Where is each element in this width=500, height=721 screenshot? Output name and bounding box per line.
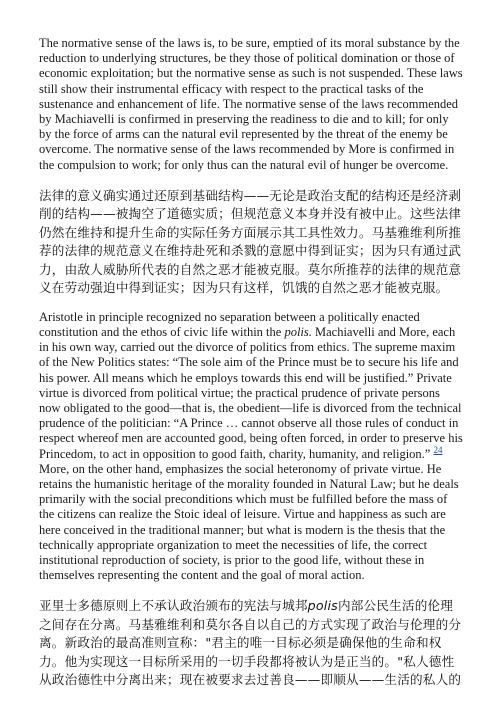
paragraph-2-chinese: [39, 597, 463, 709]
paragraph-2-text-b: Machiavelli and More, each in his own way, carried out the divorce of politics from ethics. The supreme maxim of the New Politics states: “The sole aim of the Prince must be to secure his life and his power. All means which he employs towards this end will be justified.” Private virtue is divorced from political virtue; the practical prudence of private persons now obligated to the good—that is, the obedient—life is divorced from the technical prudence of the politician: “A Prince … cannot observe all those rules of conduct in respect whereof men are accounted good, being often forced, in order to preserve his Princedom, to act in opposition to good faith, charity, humanity, and religion.”: [39, 325, 463, 461]
polis-term-chinese: polis: [307, 598, 338, 614]
paragraph-2-chinese-b: 内部公民生活的伦理之间存在分离。马基雅维利和莫尔各自以自己的方式实现了政治与伦理的分离。新政治的最高准则宣称："君主的唯一目标必须是确保他的生命和权力。他为实现这一目标所采用的一切手段都将被认为是正当的。"私人德性从政治德性中分离出来；现在被要求去过善良——即顺从——生活的私人的: [39, 598, 462, 688]
document-page: [39, 36, 463, 721]
paragraph-2-chinese-a: 亚里士多德原则上不承认政治颁布的宪法与城邦: [39, 598, 308, 614]
polis-term: polis.: [284, 325, 312, 340]
paragraph-2-text-a: Aristotle in principle recognized no separation between a politically enacted constitution and the ethos of civic life within the: [39, 309, 420, 340]
paragraph-2-english: [39, 310, 463, 584]
paragraph-1-chinese: 法律的意义确实通过还原到基础结构——无论是政治支配的结构还是经济剥削的结构——被掏空了道德实质；但规范意义本身并没有被中止。这些法律仍然在维持和提升生命的实际任务方面展示其工具性效力。马基雅维利所推荐的法律的规范意义在维持赴死和杀戮的意愿中得到证实；因为只有通过武力，由敌人威胁所代表的自然之恶才能被克服。莫尔所推荐的法律的规范意义在劳动强迫中得到证实；因为只有这样，饥饿的自然之恶才能被克服。: [39, 187, 462, 296]
paragraph-1-english: The normative sense of the laws is, to be sure, emptied of its moral substance by the reduction to underlying structures, be they those of political domination or those of economic exploitation; but the normative sense as such is not suspended. These laws still show their instrumental efficacy with respect to the practical tasks of the sustenance and enhancement of life. The normative sense of the laws recommended by Machiavelli is confirmed in preserving the readiness to die and to kill; for only by the force of arms can the natural evil represented by the threat of the enemy be overcome. The normative sense of the laws recommended by More is confirmed in the compulsion to work; for only thus can the natural evil of hunger be overcome.: [39, 36, 463, 172]
footnote-link-24[interactable]: 24: [433, 444, 443, 455]
paragraph-2-text-c: More, on the other hand, emphasizes the social heteronomy of private virtue. He retains the humanistic heritage of the morality founded in Natural Law; but he deals primarily with the social preconditions which must be fulfilled before the mass of the citizens can realize the Stoic ideal of leisure. Virtue and happiness as such are here conceived in the traditional manner; but what is modern is the thesis that the technically appropriate organization to meet the necessities of life, the correct institutional reproduction of society, is prior to the good life, without these in themselves representing the content and the goal of moral action.: [39, 461, 459, 583]
